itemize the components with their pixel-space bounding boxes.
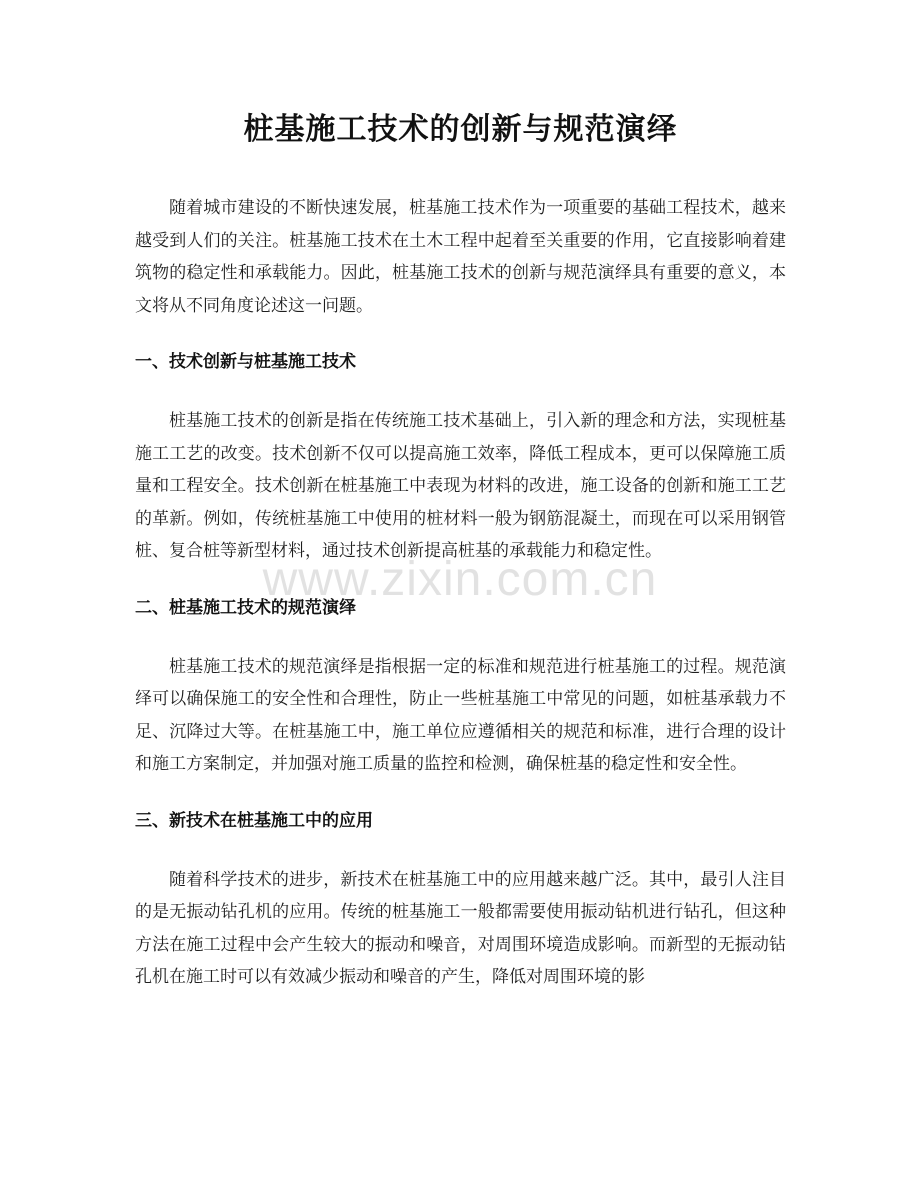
- section-3-heading: 三、新技术在桩基施工中的应用: [135, 810, 373, 831]
- section-2-heading: 二、桩基施工技术的规范演绎: [135, 597, 356, 618]
- document-title: 桩基施工技术的创新与规范演绎: [243, 112, 678, 147]
- watermark: www.zixin.com.cn: [262, 553, 658, 606]
- section-1-paragraph: 桩基施工技术的创新是指在传统施工技术基础上，引入新的理念和方法，实现桩基施工工艺的改变。技术创新不仅可以提高施工效率，降低工程成本，更可以保障施工质量和工程安全。技术创新在桩基施工中表现为材料的改进，施工设备的创新和施工工艺的革新。例如，传统桩基施工中使用的桩材料一般为钢筋混凝土，而现在可以采用钢管桩、复合桩等新型材料，通过技术创新提高桩基的承载能力和稳定性。: [135, 411, 786, 561]
- intro-paragraph: 随着城市建设的不断快速发展，桩基施工技术作为一项重要的基础工程技术，越来越受到人们的关注。桩基施工技术在土木工程中起着至关重要的作用，它直接影响着建筑物的稳定性和承载能力。因此，桩基施工技术的创新与规范演绎具有重要的意义，本文将从不同角度论述这一问题。: [135, 198, 786, 316]
- section-3-paragraph: 随着科学技术的进步，新技术在桩基施工中的应用越来越广泛。其中，最引人注目的是无振动钻孔机的应用。传统的桩基施工一般都需要使用振动钻机进行钻孔，但这种方法在施工过程中会产生较大的振动和噪音，对周围环境造成影响。而新型的无振动钻孔机在施工时可以有效减少振动和噪音的产生，降低对周围环境的影: [135, 869, 786, 987]
- section-1-heading: 一、技术创新与桩基施工技术: [135, 352, 356, 372]
- section-2-paragraph: 桩基施工技术的规范演绎是指根据一定的标准和规范进行桩基施工的过程。规范演绎可以确保施工的安全性和合理性，防止一些桩基施工中常见的问题，如桩基承载力不足、沉降过大等。在桩基施工中，施工单位应遵循相关的规范和标准，进行合理的设计和施工方案制定，并加强对施工质量的监控和检测，确保桩基的稳定性和安全性。: [135, 656, 786, 774]
